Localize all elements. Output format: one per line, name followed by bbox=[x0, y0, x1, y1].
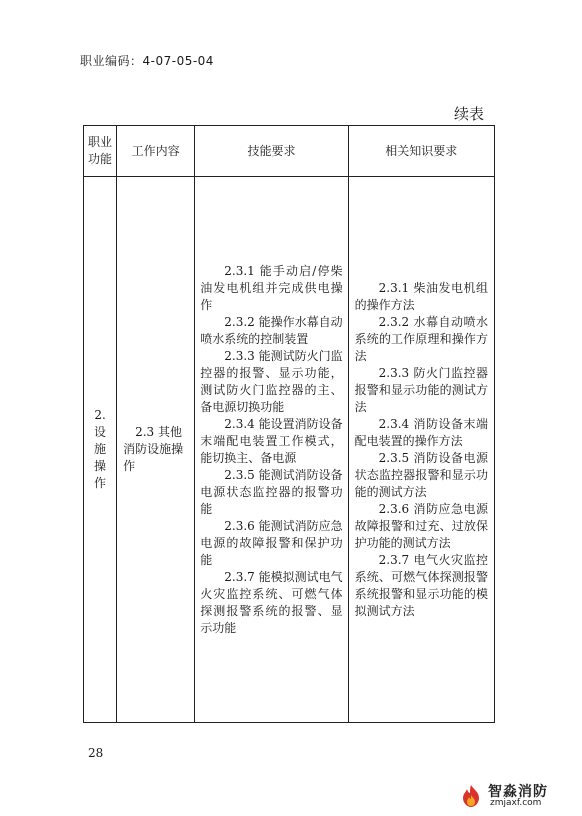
header-work: 工作内容 bbox=[117, 126, 195, 177]
continued-label: 续表 bbox=[453, 105, 484, 123]
knowledge-item: 2.3.1 柴油发电机组的操作方法 bbox=[354, 280, 488, 312]
occupation-code: 职业编码：4-07-05-04 bbox=[80, 54, 214, 68]
knowledge-cell bbox=[348, 177, 494, 723]
skill-item: 2.3.5 能测试消防设备电源状态监控器的报警功能 bbox=[200, 467, 343, 516]
knowledge-item: 2.3.4 消防设备末端配电装置的操作方法 bbox=[354, 416, 488, 448]
watermark-brand: 智淼消防 bbox=[488, 784, 548, 800]
knowledge-item: 2.3.5 消防设备电源状态监控器报警和显示功能的测试方法 bbox=[354, 450, 488, 499]
knowledge-item: 2.3.3 防火门监控器报警和显示功能的测试方法 bbox=[354, 365, 488, 414]
table-header-row bbox=[84, 126, 495, 177]
function-name: 设施操作 bbox=[94, 425, 107, 490]
skill-item: 2.3.6 能测试消防应急电源的故障报警和保护功能 bbox=[200, 518, 343, 567]
work-name: 其他消防设施操作 bbox=[123, 425, 184, 473]
skill-item: 2.3.3 能测试防火门监控器的报警、显示功能，测试防火门监控器的主、备电源切换功能 bbox=[200, 348, 343, 414]
function-cell bbox=[84, 177, 117, 723]
knowledge-item: 2.3.7 电气火灾监控系统、可燃气体探测报警系统报警和显示功能的模拟测试方法 bbox=[354, 552, 488, 618]
header-knowledge: 相关知识要求 bbox=[348, 126, 494, 177]
skill-item: 2.3.4 能设置消防设备末端配电装置工作模式，能切换主、备电源 bbox=[200, 416, 343, 465]
skill-item: 2.3.7 能模拟测试电气火灾监控系统、可燃气体探测报警系统的报警、显示功能 bbox=[200, 569, 343, 635]
skill-standard-table bbox=[83, 125, 495, 723]
skill-item: 2.3.2 能操作水幕自动喷水系统的控制装置 bbox=[200, 314, 343, 346]
watermark-logo bbox=[458, 781, 578, 811]
function-number: 2. bbox=[94, 408, 106, 422]
knowledge-item: 2.3.2 水幕自动喷水系统的工作原理和操作方法 bbox=[354, 314, 488, 363]
header-function: 职业功能 bbox=[84, 126, 117, 177]
watermark-url: zmjaxf.com bbox=[490, 798, 542, 808]
work-cell bbox=[117, 177, 195, 723]
skill-item: 2.3.1 能手动启/停柴油发电机组并完成供电操作 bbox=[200, 263, 343, 312]
skill-cell bbox=[195, 177, 348, 723]
page-number: 28 bbox=[88, 746, 104, 760]
flame-logo-icon bbox=[458, 783, 484, 809]
work-number: 2.3 bbox=[135, 425, 155, 439]
knowledge-item: 2.3.6 消防应急电源故障报警和过充、过放保护功能的测试方法 bbox=[354, 501, 488, 550]
header-skill: 技能要求 bbox=[195, 126, 348, 177]
table-row bbox=[84, 177, 495, 723]
